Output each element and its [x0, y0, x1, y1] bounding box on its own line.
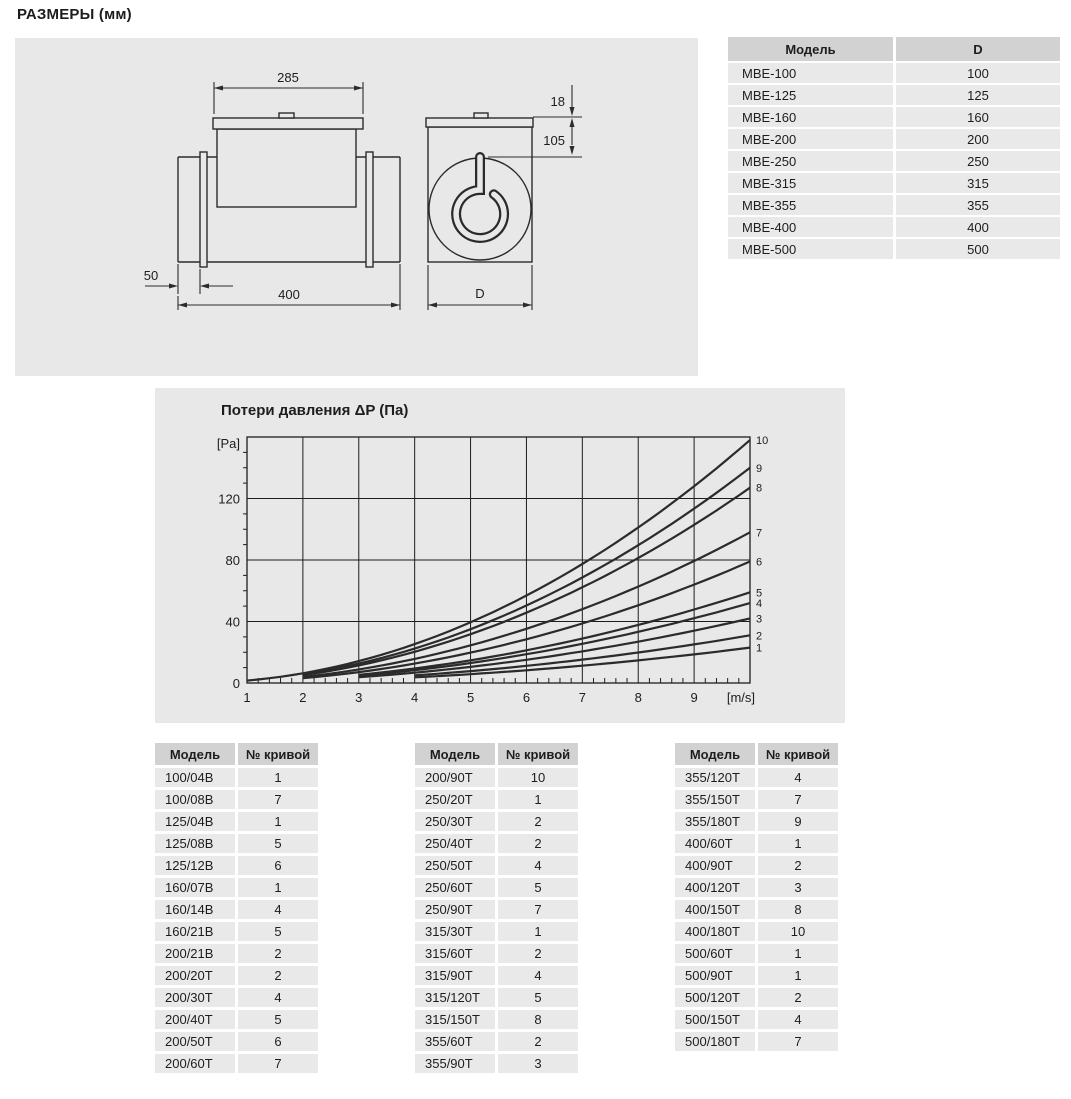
value-cell: 7 — [238, 790, 318, 809]
model-cell: 400/150T — [675, 900, 755, 919]
front-gland — [474, 113, 488, 118]
table-row — [415, 812, 578, 831]
table-row — [415, 1032, 578, 1051]
value-cell: 1 — [238, 768, 318, 787]
y-tick-label: 40 — [225, 614, 240, 630]
value-cell: 400 — [896, 217, 1060, 237]
dim-D-label: D — [475, 286, 485, 301]
model-cell: 500/90T — [675, 966, 755, 985]
table-row — [155, 1010, 318, 1029]
value-cell: 4 — [758, 1010, 838, 1029]
value-cell: 4 — [498, 966, 578, 985]
model-cell: 355/90T — [415, 1054, 495, 1073]
table-row — [675, 900, 838, 919]
x-tick-label: 3 — [355, 690, 363, 705]
x-axis-unit-label: [m/s] — [726, 690, 755, 705]
table-row — [155, 922, 318, 941]
model-cell: 250/60T — [415, 878, 495, 897]
x-tick-label: 4 — [411, 690, 419, 705]
value-cell: 7 — [498, 900, 578, 919]
model-cell: MBE-400 — [728, 217, 893, 237]
table-row — [415, 790, 578, 809]
value-cell: 4 — [238, 900, 318, 919]
y-tick-label: 80 — [225, 553, 240, 568]
x-tick-label: 7 — [578, 690, 586, 705]
x-tick-label: 6 — [522, 690, 531, 705]
value-cell: 1 — [238, 812, 318, 831]
value-cell: 2 — [498, 944, 578, 963]
dim-50-label: 50 — [143, 268, 159, 283]
front-plate — [426, 118, 533, 127]
curve-number-label: 10 — [756, 435, 769, 448]
duct-ring-left — [200, 152, 207, 267]
table-row — [155, 768, 318, 787]
table-row — [728, 217, 1060, 237]
model-cell: MBE-250 — [728, 151, 893, 171]
value-cell: 1 — [498, 922, 578, 941]
header-d: D — [896, 37, 1060, 61]
value-cell: 100 — [896, 63, 1060, 83]
model-cell: MBE-315 — [728, 173, 893, 193]
model-cell: 160/21B — [155, 922, 235, 941]
value-cell: 250 — [896, 151, 1060, 171]
table-row — [155, 1032, 318, 1051]
value-cell: 8 — [758, 900, 838, 919]
model-cell: MBE-500 — [728, 239, 893, 259]
header-curve: № кривой — [238, 743, 318, 765]
table-row — [675, 812, 838, 831]
x-tick-label: 8 — [634, 690, 642, 705]
table-header — [728, 37, 1060, 61]
table-row — [415, 1010, 578, 1029]
model-cell: 200/40T — [155, 1010, 235, 1029]
model-cell: 250/30T — [415, 812, 495, 831]
connection-box — [217, 129, 356, 207]
value-cell: 2 — [238, 944, 318, 963]
table-row — [675, 790, 838, 809]
model-cell: 315/150T — [415, 1010, 495, 1029]
table-row — [675, 856, 838, 875]
model-cell: 200/21B — [155, 944, 235, 963]
dim-400-label: 400 — [278, 287, 300, 302]
value-cell: 6 — [238, 856, 318, 875]
header-model: Модель — [155, 743, 235, 765]
table-row — [728, 107, 1060, 127]
table-row — [155, 878, 318, 897]
model-cell: 315/90T — [415, 966, 495, 985]
model-cell: 500/150T — [675, 1010, 755, 1029]
dim-285-label: 285 — [277, 70, 299, 85]
table-row — [155, 966, 318, 985]
curve-number-label: 6 — [756, 556, 763, 569]
table-header — [415, 743, 578, 765]
curve-table-2 — [415, 743, 578, 1076]
model-cell: MBE-100 — [728, 63, 893, 83]
table-row — [155, 944, 318, 963]
table-row — [675, 922, 838, 941]
value-cell: 1 — [758, 944, 838, 963]
value-cell: 7 — [758, 1032, 838, 1051]
model-cell: 200/20T — [155, 966, 235, 985]
value-cell: 355 — [896, 195, 1060, 215]
model-cell: 125/12B — [155, 856, 235, 875]
model-cell: MBE-355 — [728, 195, 893, 215]
table-header — [675, 743, 838, 765]
model-cell: 400/180T — [675, 922, 755, 941]
model-cell: 200/60T — [155, 1054, 235, 1073]
duct-ring-right — [366, 152, 373, 267]
model-cell: 500/120T — [675, 988, 755, 1007]
pressure-loss-chart — [155, 388, 845, 723]
table-row — [728, 63, 1060, 83]
table-row — [415, 900, 578, 919]
table-row — [415, 878, 578, 897]
table-row — [415, 1054, 578, 1073]
model-cell: 100/08B — [155, 790, 235, 809]
curve-table-3 — [675, 743, 838, 1054]
model-cell: 315/30T — [415, 922, 495, 941]
table-row — [155, 1054, 318, 1073]
table-row — [415, 768, 578, 787]
chart-title: Потери давления ΔP (Па) — [221, 402, 409, 419]
table-row — [415, 966, 578, 985]
curve-number-label: 8 — [756, 482, 763, 495]
table-row — [675, 988, 838, 1007]
value-cell: 2 — [498, 1032, 578, 1051]
model-cell: 500/180T — [675, 1032, 755, 1051]
top-plate — [213, 118, 363, 129]
value-cell: 160 — [896, 107, 1060, 127]
model-d-table — [728, 37, 1060, 261]
table-row — [155, 988, 318, 1007]
value-cell: 500 — [896, 239, 1060, 259]
table-row — [675, 944, 838, 963]
model-cell: 355/180T — [675, 812, 755, 831]
model-cell: MBE-200 — [728, 129, 893, 149]
value-cell: 5 — [238, 1010, 318, 1029]
curve-number-label: 2 — [756, 630, 763, 643]
pressure-curve-4 — [359, 603, 750, 676]
table-row — [155, 834, 318, 853]
curve-number-label: 9 — [756, 462, 763, 475]
table-row — [728, 239, 1060, 259]
value-cell: 7 — [238, 1054, 318, 1073]
table-row — [155, 812, 318, 831]
cable-gland — [279, 113, 294, 118]
dim-18-label: 18 — [550, 94, 565, 109]
value-cell: 7 — [758, 790, 838, 809]
curve-number-label: 5 — [756, 587, 763, 600]
table-row — [728, 151, 1060, 171]
table-header — [155, 743, 318, 765]
table-row — [155, 856, 318, 875]
header-curve: № кривой — [498, 743, 578, 765]
value-cell: 2 — [758, 856, 838, 875]
table-row — [415, 944, 578, 963]
table-row — [675, 1010, 838, 1029]
model-cell: 500/60T — [675, 944, 755, 963]
value-cell: 2 — [758, 988, 838, 1007]
model-cell: 160/07B — [155, 878, 235, 897]
value-cell: 2 — [238, 966, 318, 985]
model-cell: 315/120T — [415, 988, 495, 1007]
table-row — [155, 790, 318, 809]
model-cell: 250/40T — [415, 834, 495, 853]
value-cell: 4 — [238, 988, 318, 1007]
model-cell: 160/14B — [155, 900, 235, 919]
model-cell: 355/120T — [675, 768, 755, 787]
table-row — [415, 922, 578, 941]
table-row — [415, 988, 578, 1007]
table-row — [415, 856, 578, 875]
x-tick-label: 9 — [690, 690, 698, 705]
model-cell: 355/60T — [415, 1032, 495, 1051]
value-cell: 5 — [498, 988, 578, 1007]
dim-105-label: 105 — [543, 133, 565, 148]
value-cell: 200 — [896, 129, 1060, 149]
curve-number-label: 4 — [756, 598, 763, 611]
model-cell: 100/04B — [155, 768, 235, 787]
value-cell: 3 — [498, 1054, 578, 1073]
model-cell: MBE-125 — [728, 85, 893, 105]
curve-number-label: 7 — [756, 527, 763, 540]
value-cell: 125 — [896, 85, 1060, 105]
model-cell: 125/08B — [155, 834, 235, 853]
model-cell: 125/04B — [155, 812, 235, 831]
x-tick-label: 1 — [243, 690, 251, 705]
value-cell: 4 — [758, 768, 838, 787]
model-cell: 250/90T — [415, 900, 495, 919]
table-row — [415, 834, 578, 853]
y-tick-label: 0 — [232, 676, 240, 691]
table-row — [728, 195, 1060, 215]
table-row — [155, 900, 318, 919]
value-cell: 3 — [758, 878, 838, 897]
table-row — [728, 129, 1060, 149]
header-curve: № кривой — [758, 743, 838, 765]
x-tick-label: 5 — [466, 690, 475, 705]
y-tick-label: 120 — [218, 491, 240, 507]
value-cell: 6 — [238, 1032, 318, 1051]
value-cell: 5 — [238, 922, 318, 941]
value-cell: 1 — [758, 966, 838, 985]
model-cell: 400/60T — [675, 834, 755, 853]
header-model: Модель — [415, 743, 495, 765]
table-row — [675, 966, 838, 985]
value-cell: 10 — [498, 768, 578, 787]
table-row — [675, 834, 838, 853]
x-tick-label: 2 — [299, 690, 307, 705]
value-cell: 5 — [238, 834, 318, 853]
model-cell: 200/30T — [155, 988, 235, 1007]
value-cell: 1 — [498, 790, 578, 809]
header-model: Модель — [675, 743, 755, 765]
side-view-drawing — [144, 70, 400, 310]
value-cell: 2 — [498, 812, 578, 831]
dimensions-panel — [15, 38, 698, 376]
pressure-loss-chart-panel — [155, 388, 845, 723]
value-cell: 8 — [498, 1010, 578, 1029]
model-cell: 250/50T — [415, 856, 495, 875]
value-cell: 1 — [238, 878, 318, 897]
table-row — [728, 85, 1060, 105]
table-row — [675, 1032, 838, 1051]
curve-number-label: 1 — [756, 642, 763, 655]
value-cell: 10 — [758, 922, 838, 941]
model-cell: 400/120T — [675, 878, 755, 897]
curve-table-1 — [155, 743, 318, 1076]
y-axis-unit-label: [Pa] — [216, 436, 240, 451]
value-cell: 4 — [498, 856, 578, 875]
front-view-drawing — [426, 85, 582, 310]
value-cell: 1 — [758, 834, 838, 853]
value-cell: 5 — [498, 878, 578, 897]
header-model: Модель — [728, 37, 893, 61]
page-title: РАЗМЕРЫ (мм) — [17, 6, 132, 23]
value-cell: 315 — [896, 173, 1060, 193]
curve-number-label: 3 — [756, 613, 763, 626]
model-cell: 250/20T — [415, 790, 495, 809]
model-cell: 355/150T — [675, 790, 755, 809]
model-cell: MBE-160 — [728, 107, 893, 127]
model-cell: 315/60T — [415, 944, 495, 963]
dimensions-drawing — [15, 38, 698, 376]
value-cell: 9 — [758, 812, 838, 831]
model-cell: 200/50T — [155, 1032, 235, 1051]
model-cell: 200/90T — [415, 768, 495, 787]
table-row — [675, 768, 838, 787]
table-row — [728, 173, 1060, 193]
value-cell: 2 — [498, 834, 578, 853]
model-cell: 400/90T — [675, 856, 755, 875]
table-row — [675, 878, 838, 897]
